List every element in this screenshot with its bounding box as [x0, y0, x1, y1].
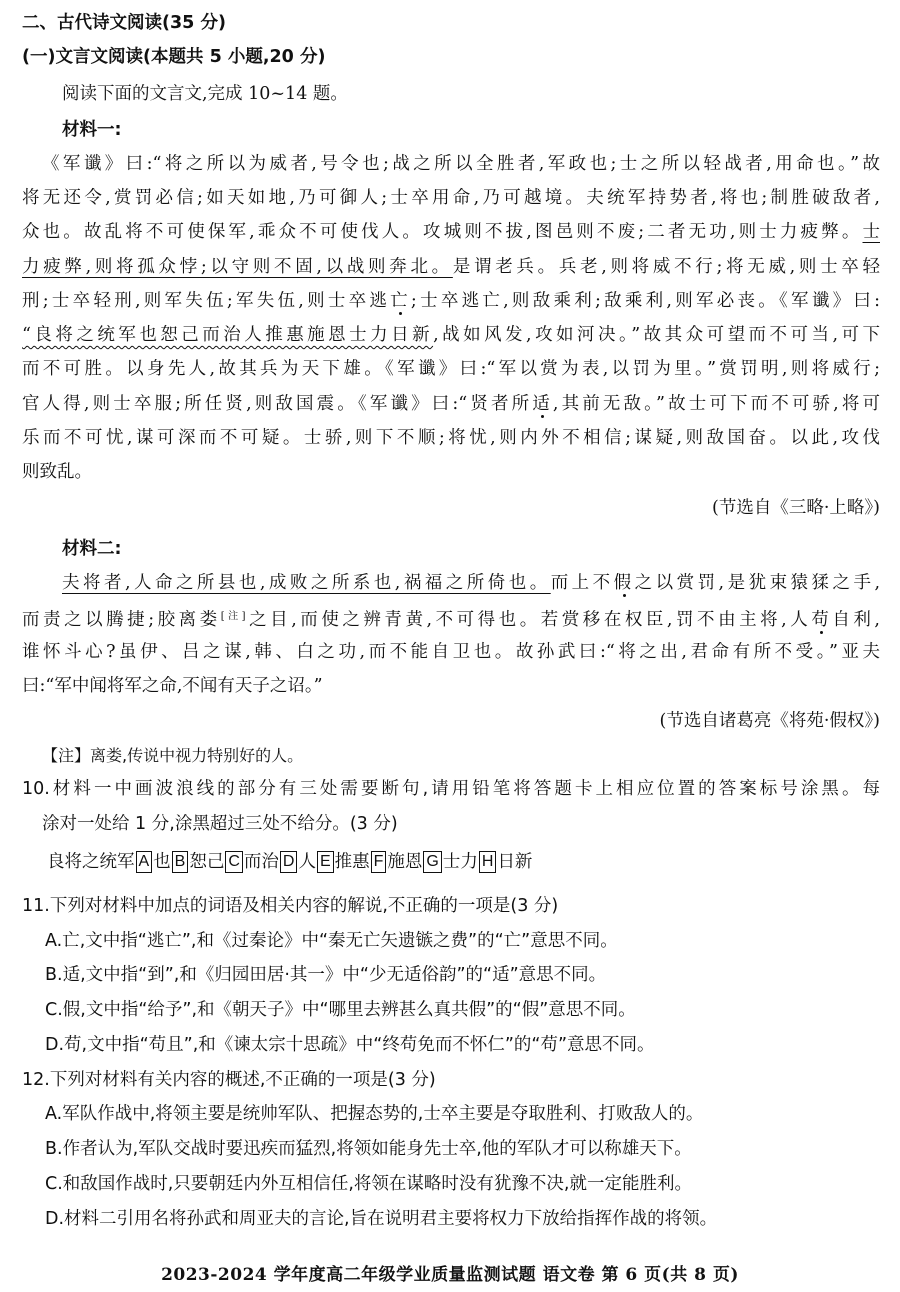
material1-line-9: 乐而不可忧,谋可深而不可疑。士骄,则下不顺;将忧,则内外不相信;谋疑,则敌国奋。以此,攻伐 — [22, 428, 880, 448]
answer-marker-d[interactable]: D — [280, 851, 298, 873]
dotted-word-gou: 苟 — [811, 610, 833, 630]
underlined-sentence: 力疲弊,则将孤众悖;以守则不固,以战则奔北。 — [22, 257, 453, 277]
material1-line-3: 众也。故乱将不可使保军,乖众不可使伐人。攻城则不拔,图邑则不废;二者无功,则士力疲弊。士 — [22, 222, 880, 242]
material1-line-5: 刑;士卒轻刑,则军失伍;军失伍,则士卒逃亡;士卒逃亡,则敌乘利;敌乘利,则军必丧。《军谶》曰: — [22, 291, 880, 311]
dotted-word-shi: 适 — [532, 394, 553, 414]
subsection-title: (一)文言文阅读(本题共 5 小题,20 分) — [22, 47, 326, 67]
answer-marker-a[interactable]: A — [136, 851, 153, 873]
dotted-word-wang: 亡 — [390, 291, 411, 311]
material2-source: (节选自诸葛亮《将苑·假权》) — [659, 711, 880, 731]
material2-label: 材料二: — [62, 539, 122, 559]
material1-line-6: “良将之统军也恕己而治人推惠施恩士力日新,战如风发,攻如河决。”故其众可望而不可当,可下 — [22, 325, 880, 345]
q12-stem: 12.下列对材料有关内容的概述,不正确的一项是(3 分) — [22, 1070, 436, 1090]
q12-option-b[interactable]: B.作者认为,军队交战时要迅疾而猛烈,将领如能身先士卒,他的军队才可以称雄天下。 — [45, 1139, 692, 1159]
q11-option-c[interactable]: C.假,文中指“给予”,和《朝天子》中“哪里去辨甚么真共假”的“假”意思不同。 — [45, 1000, 636, 1020]
material1-line-2: 将无还令,赏罚必信;如天如地,乃可御人;士卒用命,乃可越境。夫统军持势者,将也;制胜破敌者, — [22, 188, 880, 208]
material2-line-4: 曰:“军中闻将军之命,不闻有天子之诏。” — [22, 676, 323, 696]
answer-marker-b[interactable]: B — [172, 851, 189, 873]
footnote: 【注】离娄,传说中视力特别好的人。 — [42, 746, 304, 765]
answer-marker-e[interactable]: E — [317, 851, 334, 873]
section-title: 二、古代诗文阅读(35 分) — [22, 13, 226, 33]
material1-line-7: 而不可胜。以身先人,故其兵为天下雄。《军谶》曰:“军以赏为表,以罚为里。”赏罚明,则将威行; — [22, 359, 880, 379]
material1-label: 材料一: — [62, 120, 122, 140]
underlined-sentence: 夫将者,人命之所县也,成败之所系也,祸福之所倚也。 — [62, 573, 551, 593]
q11-option-b[interactable]: B.适,文中指“到”,和《归园田居·其一》中“少无适俗韵”的“适”意思不同。 — [45, 965, 607, 985]
q10-stem-line-2: 涂对一处给 1 分,涂黑超过三处不给分。(3 分) — [42, 814, 398, 834]
q11-stem: 11.下列对材料中加点的词语及相关内容的解说,不正确的一项是(3 分) — [22, 896, 559, 916]
material1-line-8: 官人得,则士卒服;所任贤,则敌国震。《军谶》曰:“贤者所适,其前无敌。”故士可下而不可骄,将可 — [22, 394, 880, 414]
q10-stem-line-1: 10.材料一中画波浪线的部分有三处需要断句,请用铅笔将答题卡上相应位置的答案标号涂黑。每 — [22, 779, 880, 799]
underlined-sentence: 士 — [862, 222, 880, 242]
note-marker: [注] — [220, 611, 246, 622]
answer-marker-h[interactable]: H — [479, 851, 497, 873]
material1-line-10: 则致乱。 — [22, 462, 92, 482]
q12-option-d[interactable]: D.材料二引用名将孙武和周亚夫的言论,旨在说明君主要将权力下放给指挥作战的将领。 — [45, 1209, 718, 1229]
page-footer: 2023-2024 学年度高二年级学业质量监测试题 语文卷 第 6 页(共 8 页) — [161, 1265, 739, 1285]
material1-line-4: 力疲弊,则将孤众悖;以守则不固,以战则奔北。是谓老兵。兵老,则将威不行;将无威,则士卒轻 — [22, 257, 880, 277]
answer-marker-f[interactable]: F — [371, 851, 387, 873]
material2-line-3: 谁怀斗心?虽伊、吕之谋,韩、白之功,而不能自卫也。故孙武曰:“将之出,君命有所不受。”亚夫 — [22, 642, 880, 662]
q12-option-a[interactable]: A.军队作战中,将领主要是统帅军队、把握态势的,士卒主要是夺取胜利、打败敌人的。 — [45, 1104, 704, 1124]
material2-line-1: 夫将者,人命之所县也,成败之所系也,祸福之所倚也。而上不假之以赏罚,是犹束猿猱之手, — [62, 573, 881, 593]
material2-line-2: 而责之以腾捷;胶离娄[注]之目,而使之辨青黄,不可得也。若赏移在权臣,罚不由主将,人苟自利, — [22, 610, 880, 630]
answer-marker-c[interactable]: C — [225, 851, 243, 873]
q11-option-d[interactable]: D.苟,文中指“苟且”,和《谏太宗十思疏》中“终苟免而不怀仁”的“苟”意思不同。 — [45, 1035, 655, 1055]
q11-option-a[interactable]: A.亡,文中指“逃亡”,和《过秦论》中“秦无亡矢遗镞之费”的“亡”意思不同。 — [45, 931, 618, 951]
instruction: 阅读下面的文言文,完成 10~14 题。 — [62, 84, 348, 104]
material1-source: (节选自《三略·上略》) — [712, 498, 880, 518]
q10-sentence-with-markers: 良将之统军 A 也 B 恕己 C 而治 D 人 E 推惠 F 施恩 G 士力 H 日新 — [47, 852, 533, 872]
q12-option-c[interactable]: C.和敌国作战时,只要朝廷内外互相信任,将领在谋略时没有犹豫不决,就一定能胜利。 — [45, 1174, 692, 1194]
wavy-underlined-passage: “良将之统军也恕己而治人推惠施恩士力日新 — [22, 325, 434, 345]
dotted-word-jia: 假 — [613, 573, 635, 593]
answer-marker-g[interactable]: G — [423, 851, 441, 873]
material1-line-1: 《军谶》曰:“将之所以为威者,号令也;战之所以全胜者,军政也;士之所以轻战者,用命也。”故 — [42, 154, 880, 174]
